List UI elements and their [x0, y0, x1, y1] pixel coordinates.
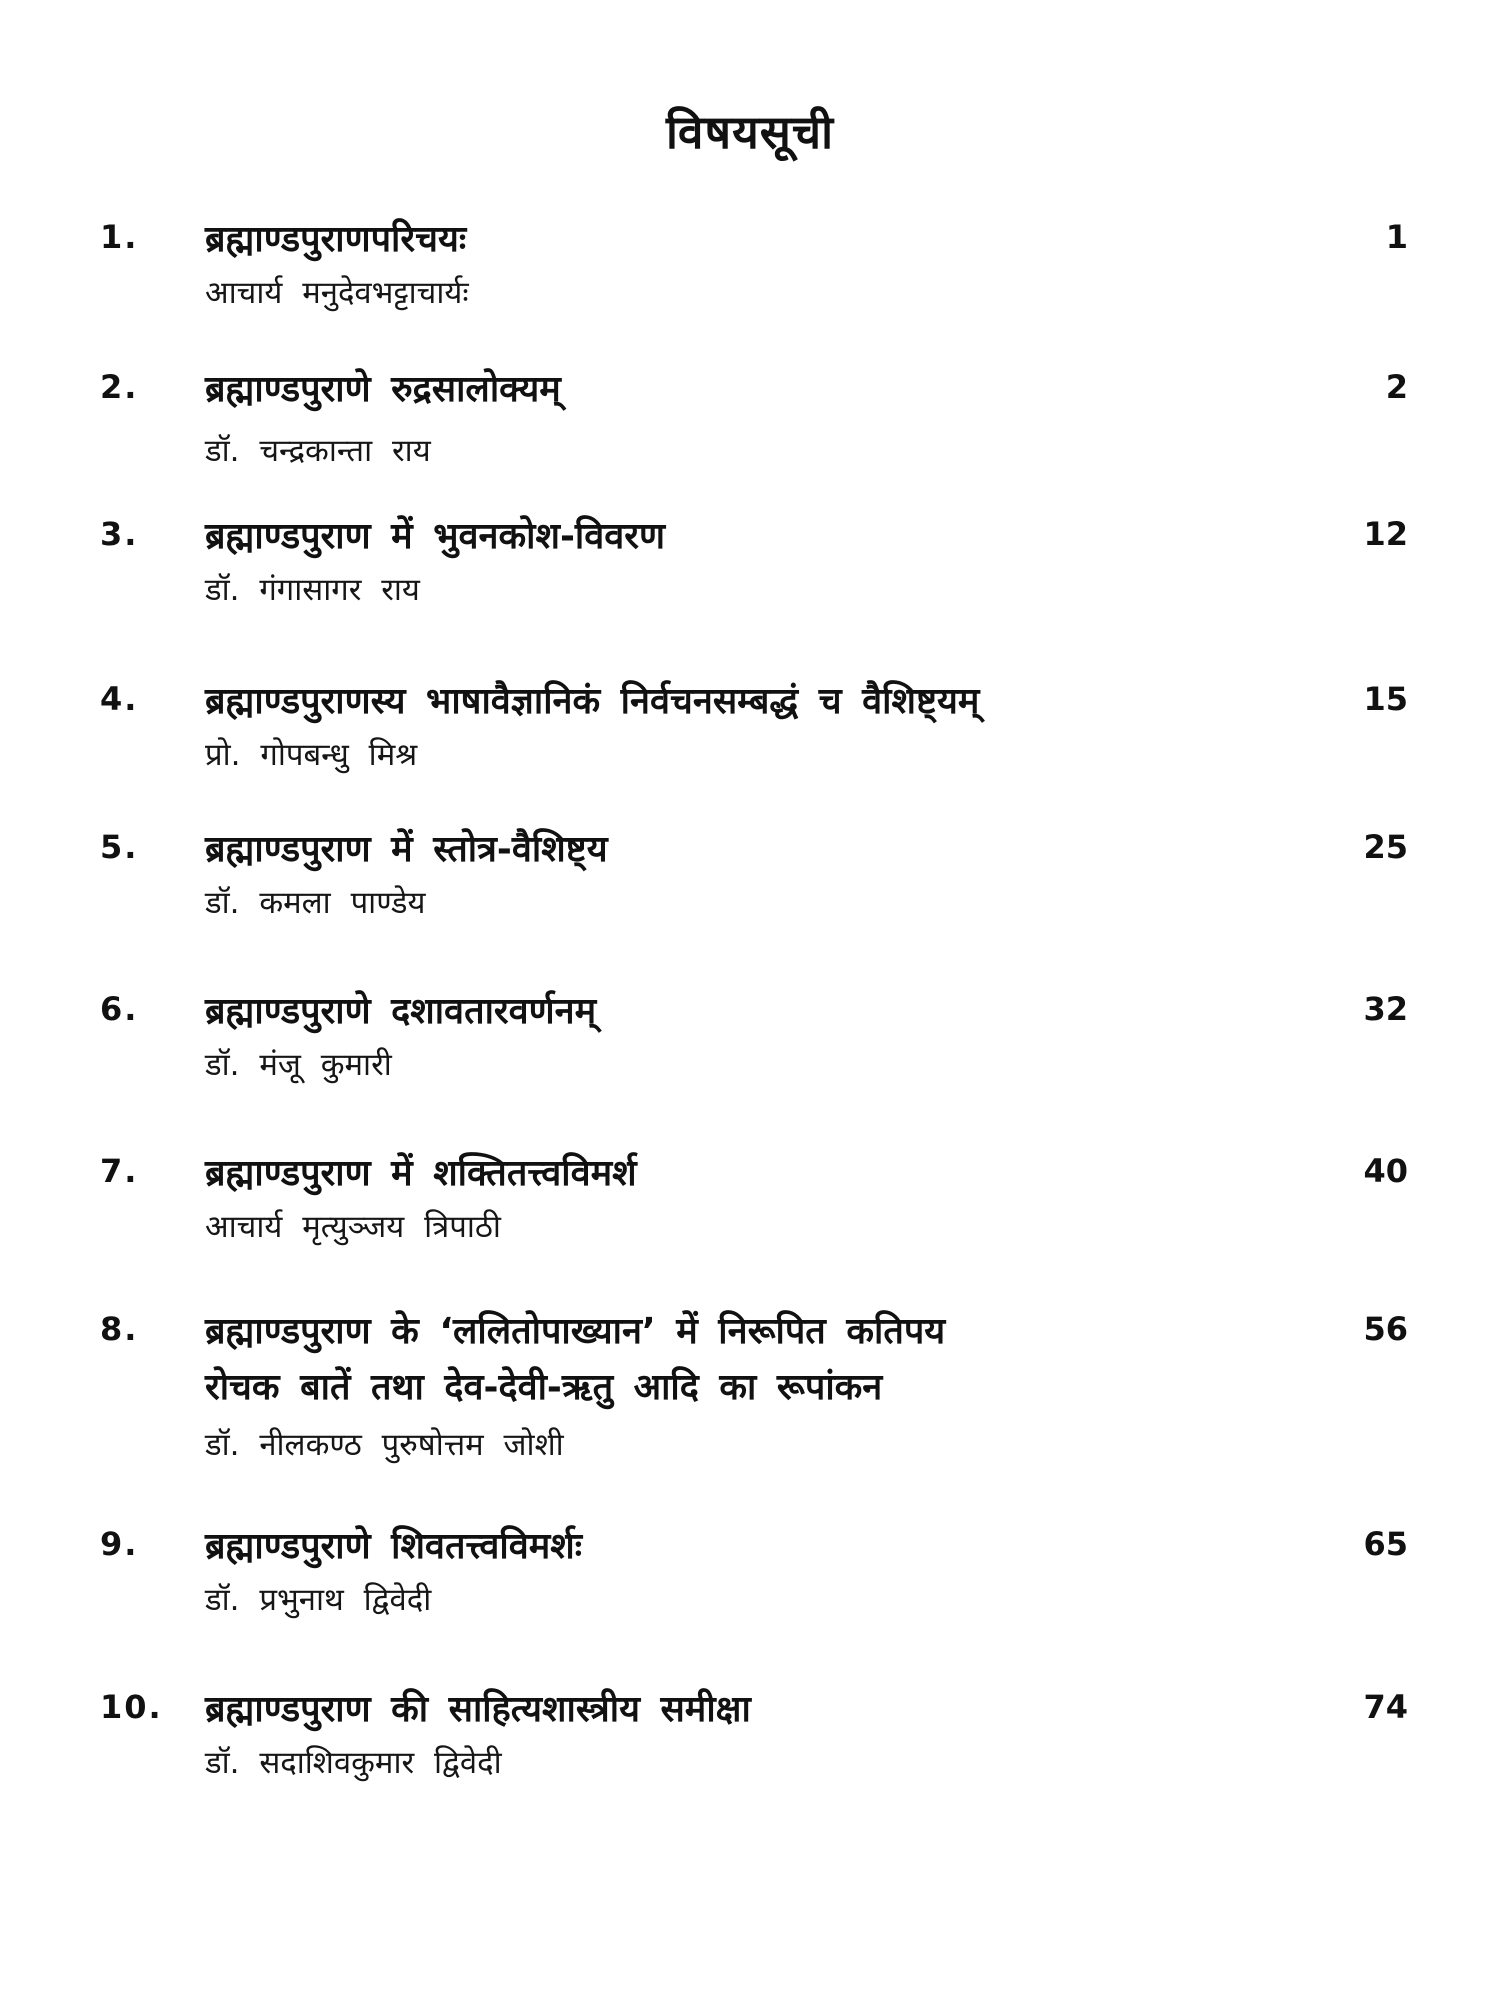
entry-title: ब्रह्माण्डपुराण के ‘ललितोपाख्यान’ में निरूपित कतिपय — [205, 1311, 946, 1352]
entry-page-number: 40 — [1363, 1152, 1408, 1190]
entry-page-number: 65 — [1363, 1525, 1408, 1563]
entry-author: आचार्य मनुदेवभट्टाचार्यः — [205, 275, 469, 311]
entry-number: 2. — [100, 368, 139, 406]
entry-title: ब्रह्माण्डपुराण की साहित्यशास्त्रीय समीक्षा — [205, 1689, 751, 1730]
entry-title-line2: रोचक बातें तथा देव-देवी-ऋतु आदि का रूपांकन — [205, 1367, 883, 1408]
entry-number: 6. — [100, 990, 139, 1028]
entry-title: ब्रह्माण्डपुराण में भुवनकोश-विवरण — [205, 516, 665, 557]
entry-title: ब्रह्माण्डपुराणे शिवतत्त्वविमर्शः — [205, 1526, 583, 1567]
entry-page-number: 15 — [1363, 680, 1408, 718]
entry-author: डॉ. कमला पाण्डेय — [205, 885, 426, 921]
entry-author: डॉ. नीलकण्ठ पुरुषोत्तम जोशी — [205, 1427, 564, 1463]
entry-number: 1. — [100, 218, 139, 256]
entry-page-number: 25 — [1363, 828, 1408, 866]
entry-page-number: 1 — [1385, 218, 1408, 256]
entry-author: प्रो. गोपबन्धु मिश्र — [205, 737, 418, 773]
entry-title: ब्रह्माण्डपुराण में स्तोत्र-वैशिष्ट्य — [205, 829, 608, 870]
entry-title: ब्रह्माण्डपुराणे रुद्रसालोक्यम् — [205, 369, 561, 410]
entry-title: ब्रह्माण्डपुराणपरिचयः — [205, 219, 467, 260]
entry-title: ब्रह्माण्डपुराणे दशावतारवर्णनम् — [205, 991, 597, 1032]
entry-number: 4. — [100, 680, 139, 718]
entry-author: डॉ. गंगासागर राय — [205, 572, 420, 608]
entry-author: डॉ. मंजू कुमारी — [205, 1047, 392, 1083]
entry-page-number: 74 — [1363, 1688, 1408, 1726]
entry-number: 8. — [100, 1310, 139, 1348]
entry-page-number: 56 — [1363, 1310, 1408, 1348]
entry-page-number: 12 — [1363, 515, 1408, 553]
entry-author: डॉ. चन्द्रकान्ता राय — [205, 433, 431, 469]
entry-number: 10. — [100, 1688, 163, 1726]
entry-title: ब्रह्माण्डपुराणस्य भाषावैज्ञानिकं निर्वचनसम्बद्धं च वैशिष्ट्यम् — [205, 681, 980, 722]
entry-author: डॉ. प्रभुनाथ द्विवेदी — [205, 1582, 432, 1618]
entry-number: 3. — [100, 515, 139, 553]
entry-number: 9. — [100, 1525, 139, 1563]
entry-author: डॉ. सदाशिवकुमार द्विवेदी — [205, 1745, 502, 1781]
entry-page-number: 2 — [1385, 368, 1408, 406]
page-title: विषयसूची — [666, 105, 834, 159]
entry-number: 5. — [100, 828, 139, 866]
entry-number: 7. — [100, 1152, 139, 1190]
entry-author: आचार्य मृत्युञ्जय त्रिपाठी — [205, 1209, 501, 1245]
entry-page-number: 32 — [1363, 990, 1408, 1028]
entry-title: ब्रह्माण्डपुराण में शक्तितत्त्वविमर्श — [205, 1153, 637, 1194]
